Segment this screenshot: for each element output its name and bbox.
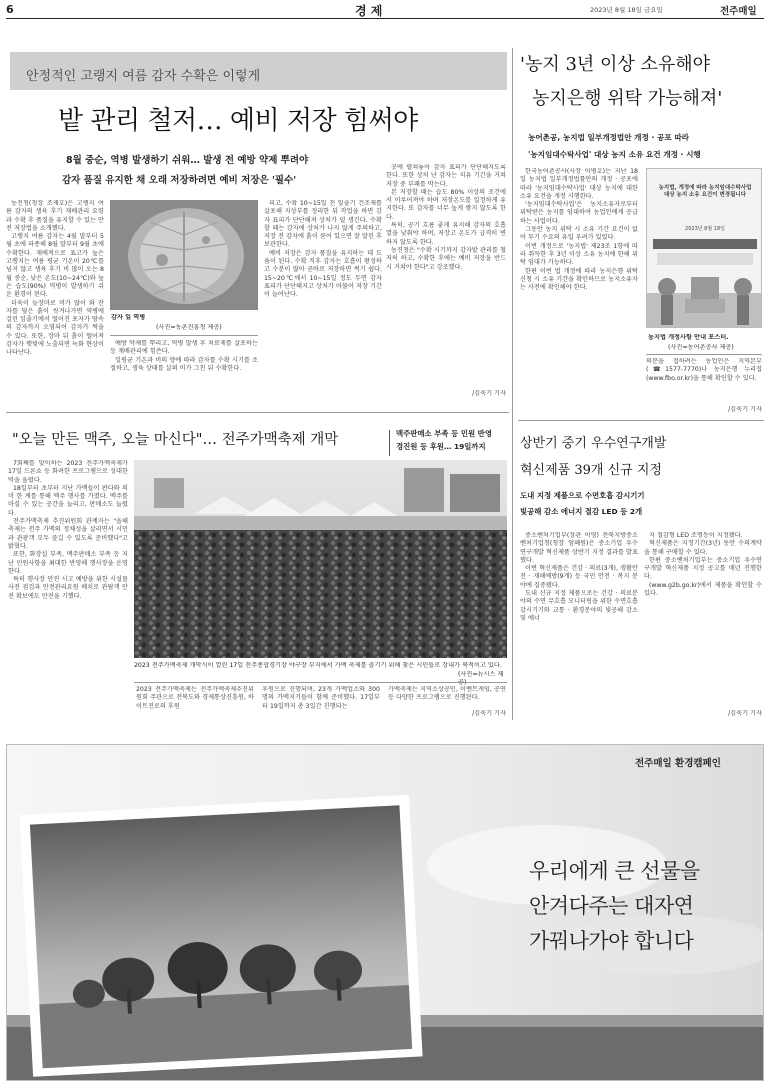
body-col-2 [644, 532, 762, 708]
paragraph: 한국농어촌공사(사장 이병호)는 지난 18일 농지법 일부개정법률안의 개정 · 공포에 따라 '농지임대수탁사업' 대상 농지에 대한 소유 요건을 개정 시행한다. [520, 168, 638, 200]
headline-line-2: 농지은행 위탁 가능해져' [532, 88, 723, 109]
bottom-col-3: 가맥축제는 지역소상공인, 이벤트게임, 공연 등 다양한 프로그램으로 진행된다. [388, 686, 506, 702]
paragraph: 한편 중소벤처기업부는 중소기업 우수연구개발 혁신제품 지정 공고를 매년 진행한다. [644, 556, 762, 581]
page-header [0, 0, 770, 18]
headline: 밭 관리 철저… 예비 저장 힘써야 [58, 106, 418, 136]
campaign-line-1: 우리에게 큰 선물을 [529, 859, 700, 883]
poster-credit: (사진=농어촌공사 제공) [668, 344, 734, 351]
bottom-col-1: 2023 전주가맥축제는 전주가맥축제추진위원회 주관으로 전북도와 경제통상진흥원, 하이트진로의 후원 [136, 686, 254, 710]
poster-title: 농지법, 개정에 따라 농지임대수탁사업 대상 농지 소유 요건이 변경됩니다 [658, 185, 752, 198]
tail: 의문을 접하려는 농업인은 지역본부 (☎1577-7770)나 농지은행 누리집(www.fbo.or.kr)을 통해 확인할 수 있다. [646, 358, 762, 382]
photo-credit: (사진=뉴시스 제공) [458, 671, 504, 687]
byline: /김욱기 기자 [472, 710, 506, 717]
campaign-line-2: 안겨다주는 대자연 [529, 894, 694, 918]
body-col-3 [264, 200, 382, 400]
mid-divider [6, 412, 509, 413]
kicker: 안정적인 고랭지 여름 감자 수확은 이렇게 [26, 69, 261, 84]
farmland-article [518, 48, 764, 420]
headline-line-2: 혁신제품 39개 신규 지정 [520, 463, 662, 478]
paragraph: 특히, 공기 흐름 좋게 유지해 감자의 호흡열을 낮춰야 하며, 저장고 온도가 급격히 변하지 않도록 한다. [386, 222, 506, 246]
sub-2: 빛공해 감소 에너지 절감 LED 등 2개 [520, 507, 643, 516]
issue-date: 2023년 8월 18일 금요일 [590, 6, 663, 14]
column-divider [512, 48, 513, 720]
sub-1: 맥주판매소 부족 등 민원 반영 [396, 429, 492, 438]
header-rule [6, 18, 764, 19]
paragraph: 18일부터 초부터 지난 가맥들이 판다와 의미 한 계를 통해 맥주 행사를 가졌다. 맥주를 마실 수 있는 공간을 늘리고, 판매소도 늘렸다. [8, 484, 128, 517]
right-divider [518, 420, 764, 421]
paragraph: 예방 약제를 뿌리고, 역병 발생 후 치료제를 살포하는 등 재배관리에 힘쓴다. [110, 340, 258, 356]
byline: /김욱기 기자 [472, 390, 506, 397]
headline-divider [389, 430, 390, 456]
photo-caption: 감자 잎 역병 [111, 314, 146, 321]
caption-rule [134, 682, 507, 683]
campaign-line-3: 가꿔나가야 합니다 [529, 929, 694, 953]
paragraph: 농진청(청장 조재호)은 고랭지 여름 감자의 생육 후기 재배관리 요령과 수확 후 품질을 유지할 수 있는 안전 저장법을 소개했다. [6, 200, 104, 232]
paragraph: 예비 저장은 감자 품질을 유지하는 데 도움이 된다. 수확 직후 감자는 호흡이 왕성하고 수분이 많아 곧바로 저장하면 썩기 쉽다. 15~20℃에서 10~15일 정도 두면 감자 표피가 단단해지고 상처가 아물어 저장 기간이 늘어난다. [264, 249, 382, 299]
deck-1: 8월 중순, 역병 발생하기 쉬워… 발생 전 예방 약제 뿌려야 [66, 155, 309, 166]
body-col-4 [386, 164, 506, 390]
paragraph: 한편 이번 법 개정에 따라 농지은행 위탁 신청 시 소유 기간을 확인하므로 농지소유자는 사전에 확인해야 한다. [520, 267, 638, 292]
paragraph: 중소벤처기업부(장관 이영) 전북지방중소벤처기업청(청장 엄혜원)은 중소기업 우수연구개발 혁신제품 상반기 지정 결과를 발표했다. [520, 532, 638, 564]
paragraph: 전주가맥축제 추진위원회 관계자는 "올해 축제는 전주 가맥의 정체성을 살리면서 시민과 관광객 모두 즐길 수 있도록 준비했다"고 밝혔다. [8, 518, 128, 550]
paragraph: 혁신제품은 지정기간(3년) 동안 수의계약을 통해 구매할 수 있다. [644, 540, 762, 556]
potato-article [6, 48, 509, 403]
bottom-col-2: 후원으로 진행되며, 23개 가맥업소와 300명의 가맥지기들이 함께 준비했다. 17일부터 19일까지 총 3일간 진행되는 [262, 686, 380, 710]
beer-article [6, 418, 509, 720]
paragraph: 또한, 화장실 부족, 맥주판매소 부족 등 지난 민원사항을 최대한 반영해 행사장을 운영한다. [8, 551, 128, 575]
headline-line-1: 상반기 중기 우수연구개발 [520, 436, 667, 451]
headline-line-1: '농지 3년 이상 소유해야 [520, 54, 711, 75]
paragraph: 더욱이 늦장마로 비가 많이 와 잔자를 덮은 흙이 씻겨나가면 역병에 걸린 잎줄기에서 떨어진 포자가 땅속의 감자까지 오염되어 감자가 썩을 수 있다. 또한, 장마 뒤 흙이 떨어져 감자가 햇빛에 노출되면 녹화 현상이 나타난다. [6, 299, 104, 357]
byline: /김욱기 기자 [728, 406, 762, 413]
campaign-label: 전주매일 환경캠페인 [635, 758, 721, 769]
paragraph: 일평균 기온과 비의 양에 따라 감자를 수확 시기를 조절하고, 생육 상태를 살펴 비가 그친 뒤 수확한다. [110, 356, 258, 372]
body [520, 168, 638, 404]
sub-2: 경진원 등 후원… 19일까지 [396, 442, 486, 451]
potato-leaf-photo [110, 200, 258, 310]
paragraph: 그동안 농지 위탁 시 소유 기간 요건이 없어 투기 수요의 유입 우려가 있었다. [520, 226, 638, 242]
poster-date: 2023년 8월 18일 [685, 226, 725, 232]
sub-1: 도내 지정 제품으로 수면호흡 감시기기 [520, 491, 645, 500]
paragraph: 도내 신규 지정 제품으로는 건강 · 의료분야의 수면 무호흡 모니터링을 위한 수면호흡 감시기기와 교통 · 환경분야의 빛공해 감소 및 에너 [520, 590, 638, 622]
sub-1: 농어촌공, 농지법 일부개정법안 개정 · 공포 따라 [528, 133, 690, 142]
paragraph: 지 절감형 LED 조명등이 지정됐다. [649, 532, 743, 539]
paragraph: 이번 개정으로 '농지법' 제23조 1항에 따라 취득한 후 3년 이상 소유 농지에 한해 위탁 임대가 가능하다. [520, 242, 638, 267]
paragraph: 고랭지 여름 감자는 4월 말부터 5월 초에 파종해 8월 말부터 9월 초에 수확한다. 재배적으로 표고가 높은 고랭지는 여름 평균 기온이 20℃를 넘지 않고 생육 후기 비 많이 오는 8월 중순, 낮은 온도(10~24℃)와 높은 습도(90%) 역병이 발생하기 쉬운 환경이 된다. [6, 233, 104, 299]
deck-2: 감자 품질 유지한 채 오래 저장하려면 예비 저장은 '필수' [62, 175, 297, 186]
policy-poster [646, 168, 762, 328]
paragraph: (www.g2b.go.kr)에서 제품을 확인할 수 있다. [644, 581, 762, 598]
body-col-2 [110, 340, 258, 400]
body-col-1 [6, 200, 104, 400]
paragraph: 7회째를 맞이하는 2023 전주가맥축제가 17일 드론쇼 등 화려한 프로그램으로 성대한 막을 올렸다. [8, 460, 128, 484]
paragraph: 본 저장할 때는 습도 80% 이상의 조건에서 이루어져야 하며 저장온도를 일정하게 유지한다. 또 감자를 너무 높게 쌓지 않도록 한다. [386, 188, 506, 221]
paragraph: 농진청은 "수확 시기까지 감자밭 관리를 철저히 하고, 수확한 후에는 예비 저장을 반드시 거쳐야 한다"고 강조했다. [386, 246, 506, 271]
paragraph: 이번 혁신제품은 건강 · 의료(3개), 생활안전 · 재해예방(9개) 등 국민 안전 · 복지 분야에 집중됐다. [520, 565, 638, 589]
paragraph: 피고, 수확 10~15일 전 잎줄기 건조제를 살포해 지상부를 정리한 뒤 작업을 하면 감자 표피가 단단해져 상처가 덜 생긴다. 수확할 때는 감자에 상처가 나지 않게 주의하고, 저장 전 감자에 흙이 묻어 있으면 잘 말린 후 보관한다. [264, 200, 382, 249]
photo-credit: (사진=농촌진흥청 제공) [156, 324, 222, 331]
campaign-ad [6, 744, 764, 1081]
caption-rule [646, 354, 762, 355]
body-col-1 [520, 532, 638, 718]
paragraph: 특히 행사장 안전 시고 예방을 위한 시설물 사전 점검과 안전관리요원 배치로 관람객 안전 확보에도 만전을 기했다. [8, 576, 128, 600]
paper-name: 전주매일 [720, 6, 757, 17]
festival-photo [134, 460, 507, 658]
paragraph: 곳에 펼쳐놓아 감자 표피가 단단해지도록 한다. 또한 상처 난 감자는 치유 기간을 거쳐 저장 중 부패를 막는다. [386, 164, 506, 188]
page-number: 6 [6, 3, 14, 16]
poster-caption: 농지법 개정사항 안내 포스터. [648, 334, 729, 341]
rnd-article [518, 426, 764, 720]
caption-rule [110, 335, 258, 336]
sub-2: '농지임대수탁사업' 대상 농지 소유 요건 개정 · 시행 [528, 150, 701, 159]
photo-caption: 2023 전주가맥축제 개막식이 열린 17일 전주종합경기장 야구장 부지에서 가맥 축제를 즐기기 위해 찾은 시민들로 장내가 북적이고 있다. [134, 662, 502, 669]
headline: "오늘 만든 맥주, 오늘 마신다"… 전주가맥축제 개막 [12, 432, 339, 448]
byline: /김욱기 기자 [728, 710, 762, 717]
section-name: 경 제 [355, 4, 383, 18]
left-col [8, 460, 128, 716]
paragraph: '농지임대수탁사업'은 농지소유자로부터 위탁받은 농지를 임대하여 농업인에게 공급하는 사업이다. [520, 201, 638, 225]
